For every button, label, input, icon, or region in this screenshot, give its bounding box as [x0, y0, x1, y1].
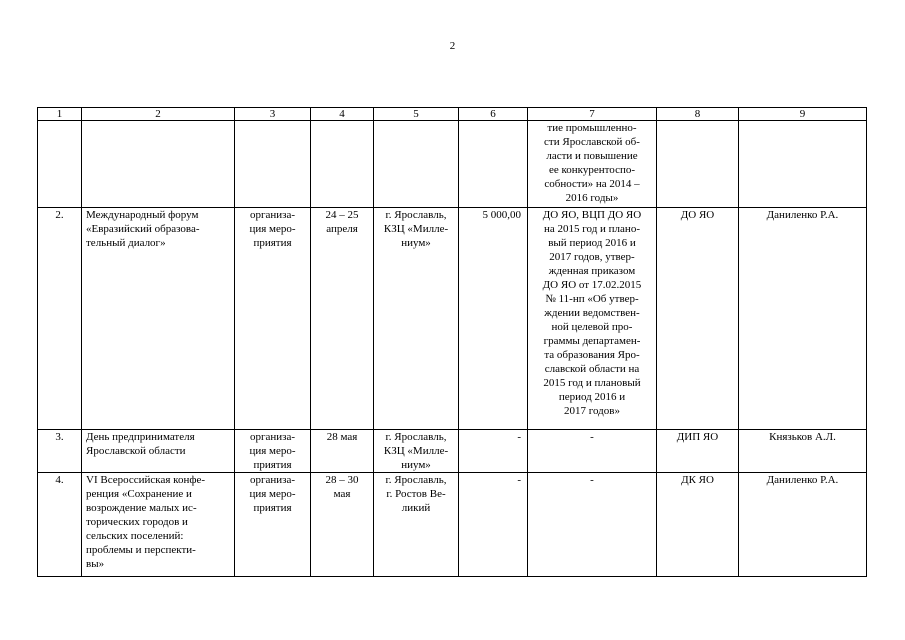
event-date: [311, 121, 374, 208]
organizer: ДИП ЯО: [657, 430, 739, 473]
column-number: 5: [374, 108, 459, 121]
funding-amount: [459, 121, 528, 208]
organizer: ДК ЯО: [657, 473, 739, 577]
column-number: 2: [82, 108, 235, 121]
responsible-person: [739, 121, 867, 208]
event-place: г. Ярославль, КЗЦ «Милле- ниум»: [374, 430, 459, 473]
event-place: г. Ярославль, КЗЦ «Милле- ниум»: [374, 208, 459, 430]
column-number: 3: [235, 108, 311, 121]
event-name: Международный форум «Евразийский образова- тельный диалог»: [82, 208, 235, 430]
column-number: 1: [38, 108, 82, 121]
organizer: [657, 121, 739, 208]
row-number: 3.: [38, 430, 82, 473]
event-name: [82, 121, 235, 208]
column-number: 4: [311, 108, 374, 121]
row-number: 2.: [38, 208, 82, 430]
row-number: [38, 121, 82, 208]
funding-source: тие промышленно- сти Ярославской об- ласти и повышение ее конкурентоспо- собности» на 2014 – 2016 годы»: [528, 121, 657, 208]
event-date: 28 мая: [311, 430, 374, 473]
responsible-person: Князьков А.Л.: [739, 430, 867, 473]
event-type: [235, 121, 311, 208]
row-number: 4.: [38, 473, 82, 577]
event-type: организа- ция меро- приятия: [235, 430, 311, 473]
event-place: [374, 121, 459, 208]
event-type: организа- ция меро- приятия: [235, 473, 311, 577]
funding-amount: 5 000,00: [459, 208, 528, 430]
column-number: 7: [528, 108, 657, 121]
event-date: 24 – 25 апреля: [311, 208, 374, 430]
column-number: 8: [657, 108, 739, 121]
table-row: [38, 473, 867, 577]
column-number-row: [38, 108, 867, 121]
responsible-person: Даниленко Р.А.: [739, 208, 867, 430]
events-table: [37, 107, 867, 577]
event-date: 28 – 30 мая: [311, 473, 374, 577]
event-type: организа- ция меро- приятия: [235, 208, 311, 430]
funding-source: -: [528, 473, 657, 577]
responsible-person: Даниленко Р.А.: [739, 473, 867, 577]
event-place: г. Ярославль, г. Ростов Ве- ликий: [374, 473, 459, 577]
funding-amount: -: [459, 473, 528, 577]
column-number: 6: [459, 108, 528, 121]
event-name: VI Всероссийская конфе- ренция «Сохранение и возрождение малых ис- торических городов и сельских поселений: проблемы и перспекти- вы»: [82, 473, 235, 577]
organizer: ДО ЯО: [657, 208, 739, 430]
table-row: [38, 430, 867, 473]
page-number: 2: [449, 40, 456, 52]
column-number: 9: [739, 108, 867, 121]
table-row: [38, 121, 867, 208]
table-row: [38, 208, 867, 430]
funding-source: ДО ЯО, ВЦП ДО ЯО на 2015 год и плано- вый период 2016 и 2017 годов, утвер- жденная приказом ДО ЯО от 17.02.2015 № 11-нп «Об утвер- ждении ведомствен- ной целевой про- граммы департамен- та образования Яро- славской области на 2015 год и плановый период 2016 и 2017 годов»: [528, 208, 657, 430]
event-name: День предпринимателя Ярославской области: [82, 430, 235, 473]
funding-source: -: [528, 430, 657, 473]
funding-amount: -: [459, 430, 528, 473]
